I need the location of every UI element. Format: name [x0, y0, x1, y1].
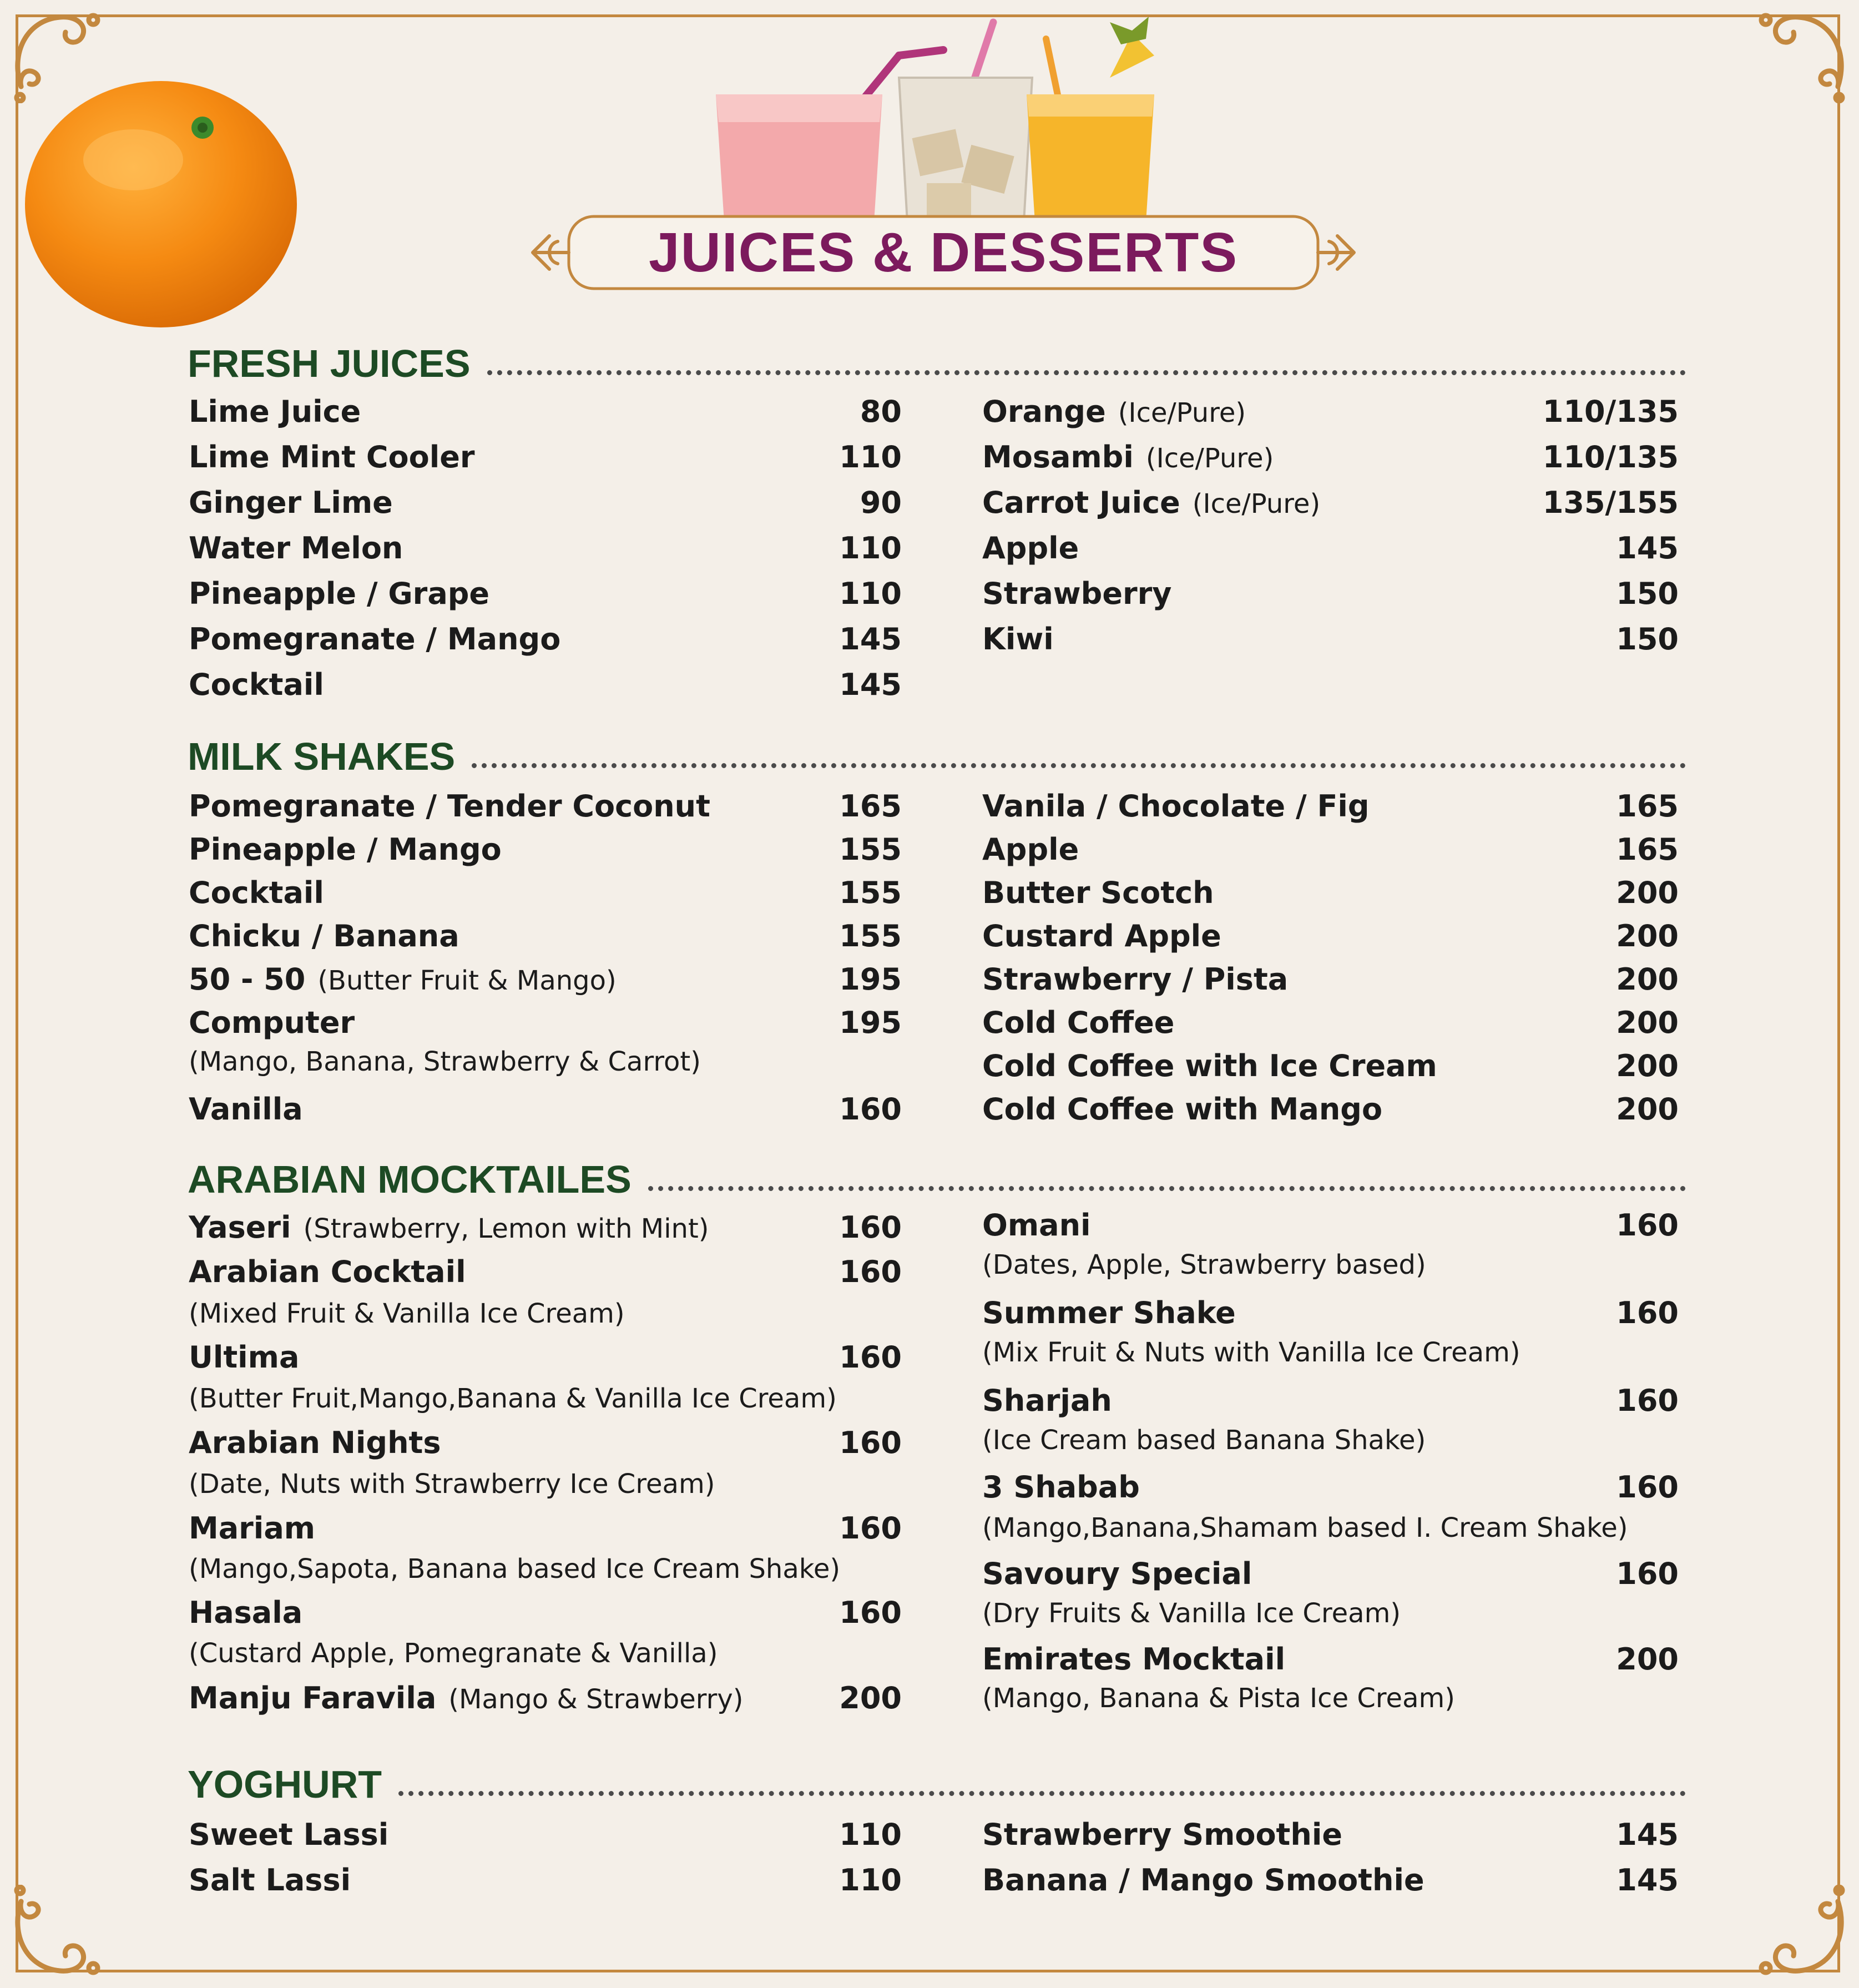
item-price: 150 — [1616, 576, 1679, 611]
item-note: (Ice/Pure) — [1118, 397, 1246, 428]
item-name: Pomegranate / Tender Coconut — [189, 789, 710, 824]
menu-item — [982, 1044, 1679, 1088]
menu-item — [189, 663, 902, 707]
menu-item — [982, 957, 1679, 1002]
menu-item — [982, 526, 1679, 571]
menu-item — [982, 1813, 1679, 1857]
item-price: 160 — [839, 1210, 902, 1245]
menu-item — [189, 1421, 902, 1465]
dotted-divider — [472, 763, 1686, 768]
menu-item — [189, 481, 902, 525]
menu-item — [189, 957, 902, 1002]
item-price: 155 — [839, 875, 902, 910]
menu-item — [982, 784, 1679, 829]
item-note: (Ice/Pure) — [1192, 488, 1321, 519]
item-name: Sharjah — [982, 1383, 1112, 1418]
menu-item — [982, 481, 1679, 525]
item-description: (Ice Cream based Banana Shake) — [982, 1425, 1426, 1456]
item-name: Savoury Special — [982, 1556, 1252, 1591]
item-price: 80 — [860, 394, 902, 429]
section-milk-shakes — [188, 731, 1686, 781]
item-price: 145 — [839, 667, 902, 702]
menu-item — [189, 1591, 902, 1635]
item-price: 200 — [1616, 919, 1679, 953]
menu-item — [189, 1335, 902, 1380]
item-name: Strawberry — [982, 576, 1172, 611]
menu-item — [189, 1506, 902, 1551]
item-price: 110/135 — [1542, 394, 1679, 429]
item-name-text: Orange — [982, 394, 1106, 429]
item-name: Cold Coffee — [982, 1005, 1175, 1040]
item-name: Summer Shake — [982, 1295, 1236, 1330]
item-price: 160 — [839, 1340, 902, 1375]
menu-item — [982, 1087, 1679, 1132]
section-title: FRESH JUICES — [188, 342, 471, 385]
item-name: Vanilla — [189, 1092, 303, 1127]
item-price: 160 — [1616, 1470, 1679, 1505]
item-price: 110 — [839, 576, 902, 611]
item-name — [982, 481, 1320, 526]
item-name: Emirates Mocktail — [982, 1642, 1286, 1677]
item-name-text: Yaseri — [189, 1210, 291, 1245]
section-title: ARABIAN MOCKTAILES — [188, 1158, 632, 1201]
item-name: Cocktail — [189, 875, 324, 910]
item-name: Apple — [982, 832, 1079, 867]
item-price: 200 — [1616, 1048, 1679, 1083]
item-price: 160 — [1616, 1208, 1679, 1243]
item-price: 165 — [1616, 789, 1679, 824]
item-description: (Date, Nuts with Strawberry Ice Cream) — [189, 1469, 715, 1500]
corner-ornament-icon — [1755, 3, 1855, 103]
item-price: 150 — [1616, 622, 1679, 657]
menu-item — [982, 828, 1679, 872]
item-note: (Ice/Pure) — [1145, 443, 1274, 474]
item-description: (Mango,Sapota, Banana based Ice Cream Shake) — [189, 1553, 841, 1585]
item-price: 160 — [839, 1092, 902, 1127]
title-banner — [527, 211, 1360, 294]
item-name: Butter Scotch — [982, 875, 1214, 910]
item-price: 160 — [839, 1511, 902, 1546]
item-name: Pineapple / Grape — [189, 576, 490, 611]
menu-item — [189, 1676, 902, 1720]
item-name: Computer — [189, 1005, 355, 1040]
item-price: 160 — [1616, 1556, 1679, 1591]
item-price: 165 — [1616, 832, 1679, 867]
item-price: 155 — [839, 919, 902, 953]
menu-item — [189, 914, 902, 958]
item-name: Omani — [982, 1208, 1091, 1243]
item-name-text: Mosambi — [982, 440, 1134, 475]
menu-item — [982, 435, 1679, 480]
section-arabian-mocktailes — [188, 1154, 1686, 1204]
item-price: 145 — [839, 622, 902, 657]
item-name: Lime Juice — [189, 394, 361, 429]
item-note: (Butter Fruit & Mango) — [317, 965, 617, 996]
item-note: (Mango & Strawberry) — [448, 1684, 744, 1715]
menu-item — [982, 572, 1679, 616]
orange-fruit-image — [22, 77, 305, 332]
item-name: Arabian Cocktail — [189, 1254, 466, 1289]
item-description: (Mango, Banana, Strawberry & Carrot) — [189, 1046, 701, 1077]
item-name: Hasala — [189, 1595, 303, 1630]
item-price: 200 — [1616, 962, 1679, 997]
item-price: 110 — [839, 440, 902, 475]
item-price: 160 — [839, 1595, 902, 1630]
item-price: 200 — [1616, 1005, 1679, 1040]
item-name — [189, 957, 617, 1003]
corner-ornament-icon — [1755, 1885, 1855, 1985]
dotted-divider — [398, 1791, 1686, 1796]
item-price: 160 — [1616, 1383, 1679, 1418]
item-price: 200 — [1616, 1642, 1679, 1677]
item-description: (Mixed Fruit & Vanilla Ice Cream) — [189, 1298, 625, 1329]
menu-item — [982, 1552, 1679, 1596]
item-description: (Mango, Banana & Pista Ice Cream) — [982, 1683, 1455, 1714]
item-name: Ultima — [189, 1340, 300, 1375]
menu-item — [189, 390, 902, 434]
dotted-divider — [487, 370, 1686, 375]
menu-item — [189, 1001, 902, 1045]
item-price: 195 — [839, 962, 902, 997]
item-price: 110/135 — [1542, 440, 1679, 475]
item-name: Strawberry / Pista — [982, 962, 1289, 997]
item-price: 160 — [839, 1425, 902, 1460]
item-price: 110 — [839, 531, 902, 566]
item-price: 160 — [839, 1254, 902, 1289]
menu-item — [982, 617, 1679, 662]
item-price: 200 — [1616, 875, 1679, 910]
item-name: Cocktail — [189, 667, 324, 702]
section-fresh-juices — [188, 339, 1686, 388]
item-price: 110 — [839, 1863, 902, 1898]
item-name: Vanila / Chocolate / Fig — [982, 789, 1370, 824]
item-price: 145 — [1616, 531, 1679, 566]
menu-item — [982, 1858, 1679, 1903]
menu-item — [189, 784, 902, 829]
item-description: (Custard Apple, Pomegranate & Vanilla) — [189, 1638, 718, 1669]
menu-item — [189, 526, 902, 571]
item-name-text: 50 - 50 — [189, 962, 306, 997]
item-name — [982, 390, 1246, 435]
item-name: Pomegranate / Mango — [189, 622, 561, 657]
menu-item — [982, 390, 1679, 434]
dotted-divider — [648, 1186, 1686, 1191]
item-name: Ginger Lime — [189, 485, 393, 520]
item-name: Custard Apple — [982, 919, 1221, 953]
item-price: 145 — [1616, 1863, 1679, 1898]
menu-item — [982, 871, 1679, 915]
item-name: Cold Coffee with Ice Cream — [982, 1048, 1437, 1083]
item-name — [982, 435, 1274, 481]
menu-item — [189, 1205, 902, 1250]
menu-item — [982, 1203, 1679, 1248]
item-name: Lime Mint Cooler — [189, 440, 475, 475]
item-name: Apple — [982, 531, 1079, 566]
drinks-glasses-image — [710, 11, 1210, 222]
menu-item — [189, 871, 902, 915]
item-description: (Mango,Banana,Shamam based I. Cream Shake) — [982, 1512, 1628, 1543]
item-name — [189, 1205, 709, 1251]
item-price: 160 — [1616, 1295, 1679, 1330]
item-price: 200 — [839, 1681, 902, 1715]
menu-item — [189, 617, 902, 662]
menu-item — [982, 1379, 1679, 1423]
item-name: Water Melon — [189, 531, 403, 566]
page-title: JUICES & DESSERTS — [648, 221, 1239, 284]
item-price: 200 — [1616, 1092, 1679, 1127]
item-name: Salt Lassi — [189, 1863, 351, 1898]
item-name: Chicku / Banana — [189, 919, 459, 953]
item-price: 195 — [839, 1005, 902, 1040]
menu-item — [189, 572, 902, 616]
item-price: 155 — [839, 832, 902, 867]
section-title: YOGHURT — [188, 1763, 382, 1806]
item-price: 165 — [839, 789, 902, 824]
item-price: 145 — [1616, 1817, 1679, 1852]
menu-item — [189, 828, 902, 872]
menu-item — [189, 1858, 902, 1903]
item-description: (Butter Fruit,Mango,Banana & Vanilla Ice Cream) — [189, 1383, 837, 1414]
menu-item — [982, 1291, 1679, 1335]
item-price: 90 — [860, 485, 902, 520]
item-price: 110 — [839, 1817, 902, 1852]
menu-item — [982, 1637, 1679, 1682]
item-name: Cold Coffee with Mango — [982, 1092, 1383, 1127]
item-name — [189, 1676, 743, 1722]
menu-item — [189, 1250, 902, 1294]
item-description: (Dry Fruits & Vanilla Ice Cream) — [982, 1598, 1401, 1629]
item-name: Sweet Lassi — [189, 1817, 389, 1852]
section-title: MILK SHAKES — [188, 735, 456, 778]
item-name: Banana / Mango Smoothie — [982, 1863, 1424, 1898]
item-name: Pineapple / Mango — [189, 832, 502, 867]
item-name: Arabian Nights — [189, 1425, 441, 1460]
item-price: 135/155 — [1542, 485, 1679, 520]
menu-item — [189, 1087, 902, 1132]
item-name-text: Carrot Juice — [982, 485, 1180, 520]
menu-item — [189, 1813, 902, 1857]
section-yoghurt — [188, 1759, 1686, 1809]
menu-item — [982, 1001, 1679, 1045]
item-name: 3 Shabab — [982, 1470, 1140, 1505]
item-description: (Dates, Apple, Strawberry based) — [982, 1249, 1426, 1280]
menu-item — [189, 435, 902, 480]
menu-item — [982, 914, 1679, 958]
item-name-text: Manju Faravila — [189, 1681, 437, 1715]
item-name: Kiwi — [982, 622, 1054, 657]
item-description: (Mix Fruit & Nuts with Vanilla Ice Cream) — [982, 1337, 1520, 1368]
corner-ornament-icon — [4, 1885, 104, 1985]
item-name: Strawberry Smoothie — [982, 1817, 1342, 1852]
item-note: (Strawberry, Lemon with Mint) — [303, 1213, 709, 1244]
item-name: Mariam — [189, 1511, 316, 1546]
menu-item — [982, 1465, 1679, 1510]
